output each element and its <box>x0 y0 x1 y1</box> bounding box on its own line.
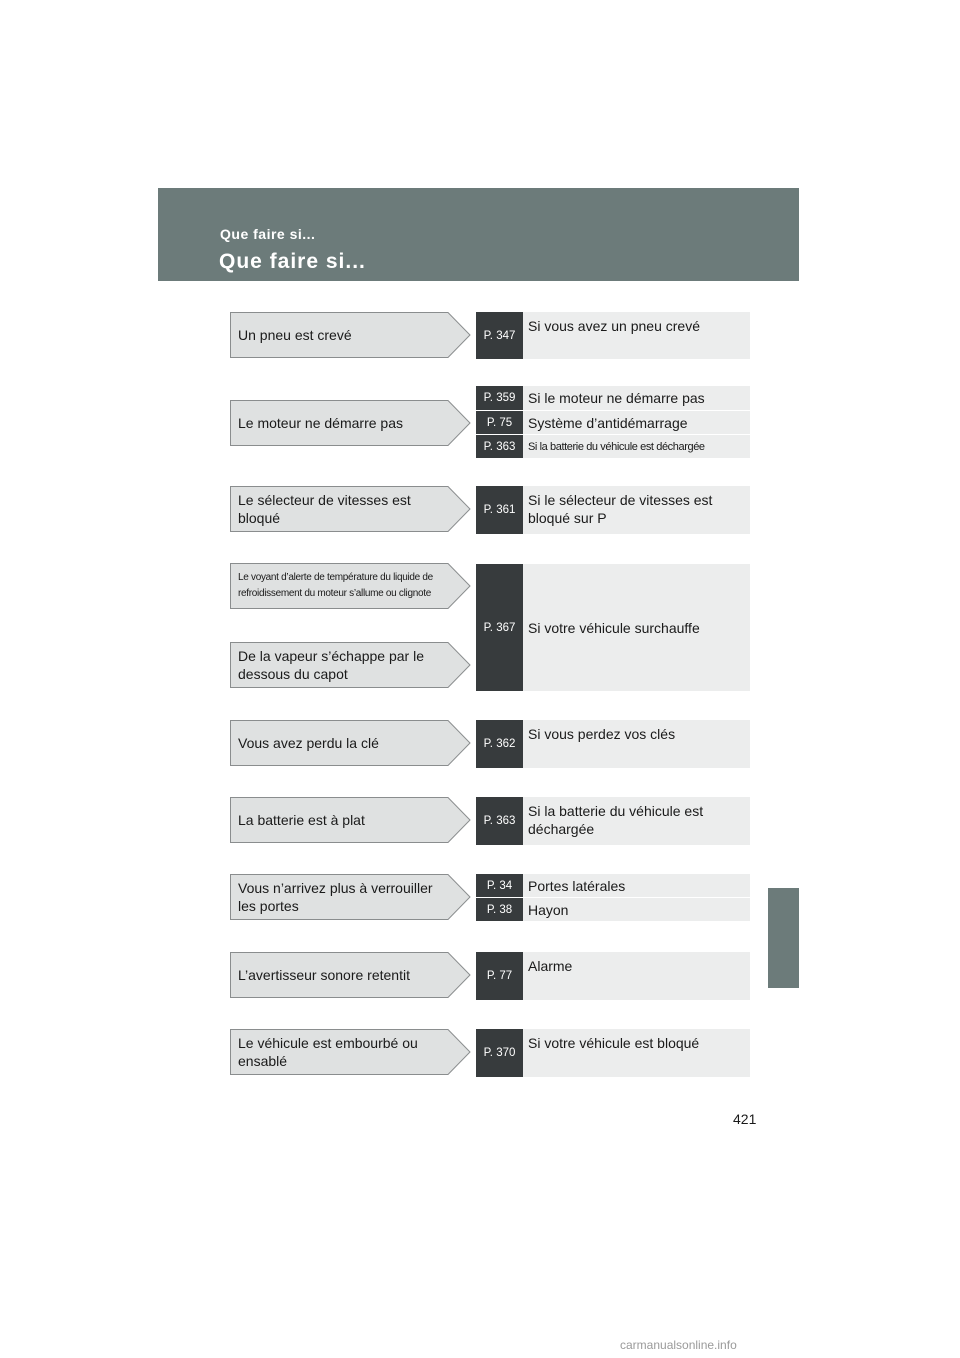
ref-text: Portes latérales <box>523 874 750 897</box>
ref-text: Hayon <box>523 898 750 921</box>
ref-text: Système d’antidémarrage <box>523 411 750 434</box>
problem-lost-key: Vous avez perdu la clé <box>230 720 471 766</box>
ref-text: Si la batterie du véhicule est déchargée <box>523 797 750 845</box>
ref-engine-wont-start[interactable] <box>476 386 750 410</box>
ref-battery-discharged-small[interactable] <box>476 435 750 458</box>
problem-cannot-lock-doors: Vous n’arrivez plus à verrouiller les portes <box>230 874 471 920</box>
problem-horn-sounds: L’avertisseur sonore retentit <box>230 952 471 998</box>
page-ref: P. 77 <box>476 952 523 1000</box>
page-ref: P. 370 <box>476 1029 523 1077</box>
watermark-text: carmanualsonline.info <box>620 1338 737 1352</box>
ref-flat-tire[interactable] <box>476 312 750 359</box>
problem-vehicle-stuck: Le véhicule est embourbé ou ensablé <box>230 1029 471 1075</box>
section-header <box>158 188 799 281</box>
ref-alarm[interactable] <box>476 952 750 1000</box>
problem-flat-tire: Un pneu est crevé <box>230 312 471 358</box>
ref-vehicle-stuck[interactable] <box>476 1029 750 1077</box>
ref-back-door[interactable] <box>476 898 750 921</box>
ref-text: Si le moteur ne démarre pas <box>523 386 750 410</box>
ref-battery-discharged[interactable] <box>476 797 750 845</box>
ref-text: Si votre véhicule surchauffe <box>523 564 750 691</box>
page-number: 421 <box>733 1111 757 1127</box>
ref-text: Si votre véhicule est bloqué <box>523 1029 750 1077</box>
ref-text: Alarme <box>523 952 750 1000</box>
ref-text: Si la batterie du véhicule est déchargée <box>523 435 750 458</box>
page-ref: P. 362 <box>476 720 523 768</box>
ref-text: Si le sélecteur de vitesses est bloqué sur P <box>523 486 750 534</box>
problem-steam-from-hood: De la vapeur s’échappe par le dessous du capot <box>230 642 471 688</box>
page-ref: P. 361 <box>476 486 523 534</box>
problem-battery-dead: La batterie est à plat <box>230 797 471 843</box>
ref-text: Si vous perdez vos clés <box>523 720 750 768</box>
page-ref: P. 34 <box>476 874 523 897</box>
page-ref: P. 359 <box>476 386 523 410</box>
page-title: Que faire si... <box>219 250 366 273</box>
ref-overheating[interactable] <box>476 564 750 691</box>
page-ref: P. 347 <box>476 312 523 359</box>
page-ref: P. 363 <box>476 435 523 458</box>
problem-coolant-warning: Le voyant d’alerte de température du liquide de refroidissement du moteur s’allume ou clignote <box>230 563 471 609</box>
ref-side-doors[interactable] <box>476 874 750 897</box>
section-label: Que faire si... <box>220 226 316 242</box>
chapter-tab <box>768 888 799 988</box>
ref-immobilizer[interactable] <box>476 411 750 434</box>
problem-engine-wont-start: Le moteur ne démarre pas <box>230 400 471 446</box>
page-ref: P. 38 <box>476 898 523 921</box>
ref-text: Si vous avez un pneu crevé <box>523 312 750 359</box>
page-ref: P. 363 <box>476 797 523 845</box>
page-ref: P. 367 <box>476 564 523 691</box>
ref-shift-lever-locked[interactable] <box>476 486 750 534</box>
problem-shift-lever-locked: Le sélecteur de vitesses est bloqué <box>230 486 471 532</box>
page-ref: P. 75 <box>476 411 523 434</box>
ref-lost-keys[interactable] <box>476 720 750 768</box>
